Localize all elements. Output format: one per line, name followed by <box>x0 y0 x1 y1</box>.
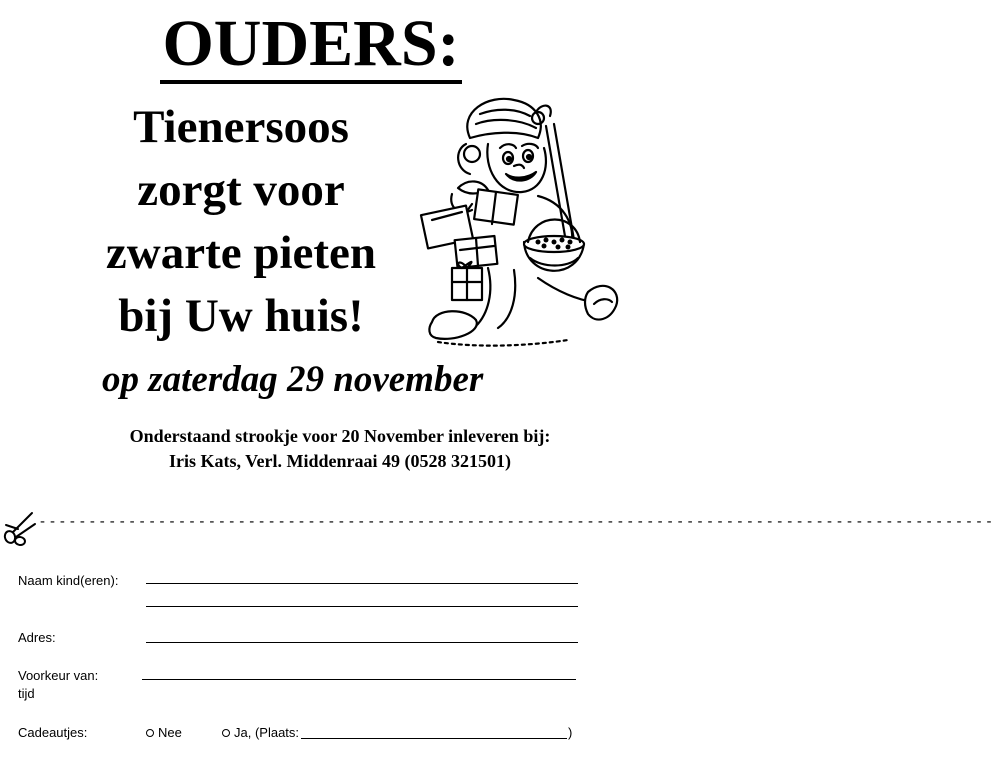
children-name-field-1[interactable] <box>146 583 578 584</box>
time-preference-label-line-1: Voorkeur van: <box>18 668 99 683</box>
time-preference-label-line-2: tijd <box>18 686 35 701</box>
instruction-address: Iris Kats, Verl. Middenraai 49 (0528 321501) <box>169 451 511 471</box>
headline-line-1: Tienersoos <box>133 101 349 153</box>
page-title <box>0 6 622 82</box>
event-date: op zaterdag 29 november <box>102 359 484 400</box>
scissors-icon <box>2 511 36 547</box>
gifts-option-no-label: Nee <box>158 725 182 740</box>
headline-line-3: zwarte pieten <box>105 227 377 279</box>
gift-location-field[interactable] <box>301 738 567 739</box>
headline-line-4: bij Uw huis! <box>118 290 364 342</box>
gifts-option-yes[interactable] <box>222 725 299 741</box>
gift-location-close-paren: ) <box>568 725 573 740</box>
radio-icon[interactable] <box>222 729 230 737</box>
address-label: Adres: <box>18 630 56 645</box>
headline-line-2: zorgt voor <box>137 164 345 216</box>
radio-icon[interactable] <box>146 729 154 737</box>
gifts-option-yes-label: Ja, (Plaats: <box>234 725 300 740</box>
address-field[interactable] <box>146 642 578 643</box>
page-title-text: OUDERS: <box>160 7 461 84</box>
time-preference-field[interactable] <box>142 679 576 680</box>
gifts-option-no[interactable] <box>146 725 182 741</box>
return-instructions <box>40 424 640 474</box>
children-name-label: Naam kind(eren): <box>18 573 119 588</box>
children-name-field-2[interactable] <box>146 606 578 607</box>
instruction-deadline: Onderstaand strookje voor 20 November inleveren bij: <box>129 426 551 446</box>
cut-line: - - - - - - - - - - - - - - - - - - - - - - - - - - - - - - - - - - - - - - - - - - - - - - - - - - - - - - - - - - - - - - - - - - - - - - - - - - - - - - - - - - - - - - - - - - - - - - - - <box>40 513 992 530</box>
time-preference-label <box>18 668 98 702</box>
zwarte-piet-illustration <box>418 92 622 350</box>
gifts-label: Cadeautjes: <box>18 725 88 740</box>
headline <box>56 96 426 348</box>
